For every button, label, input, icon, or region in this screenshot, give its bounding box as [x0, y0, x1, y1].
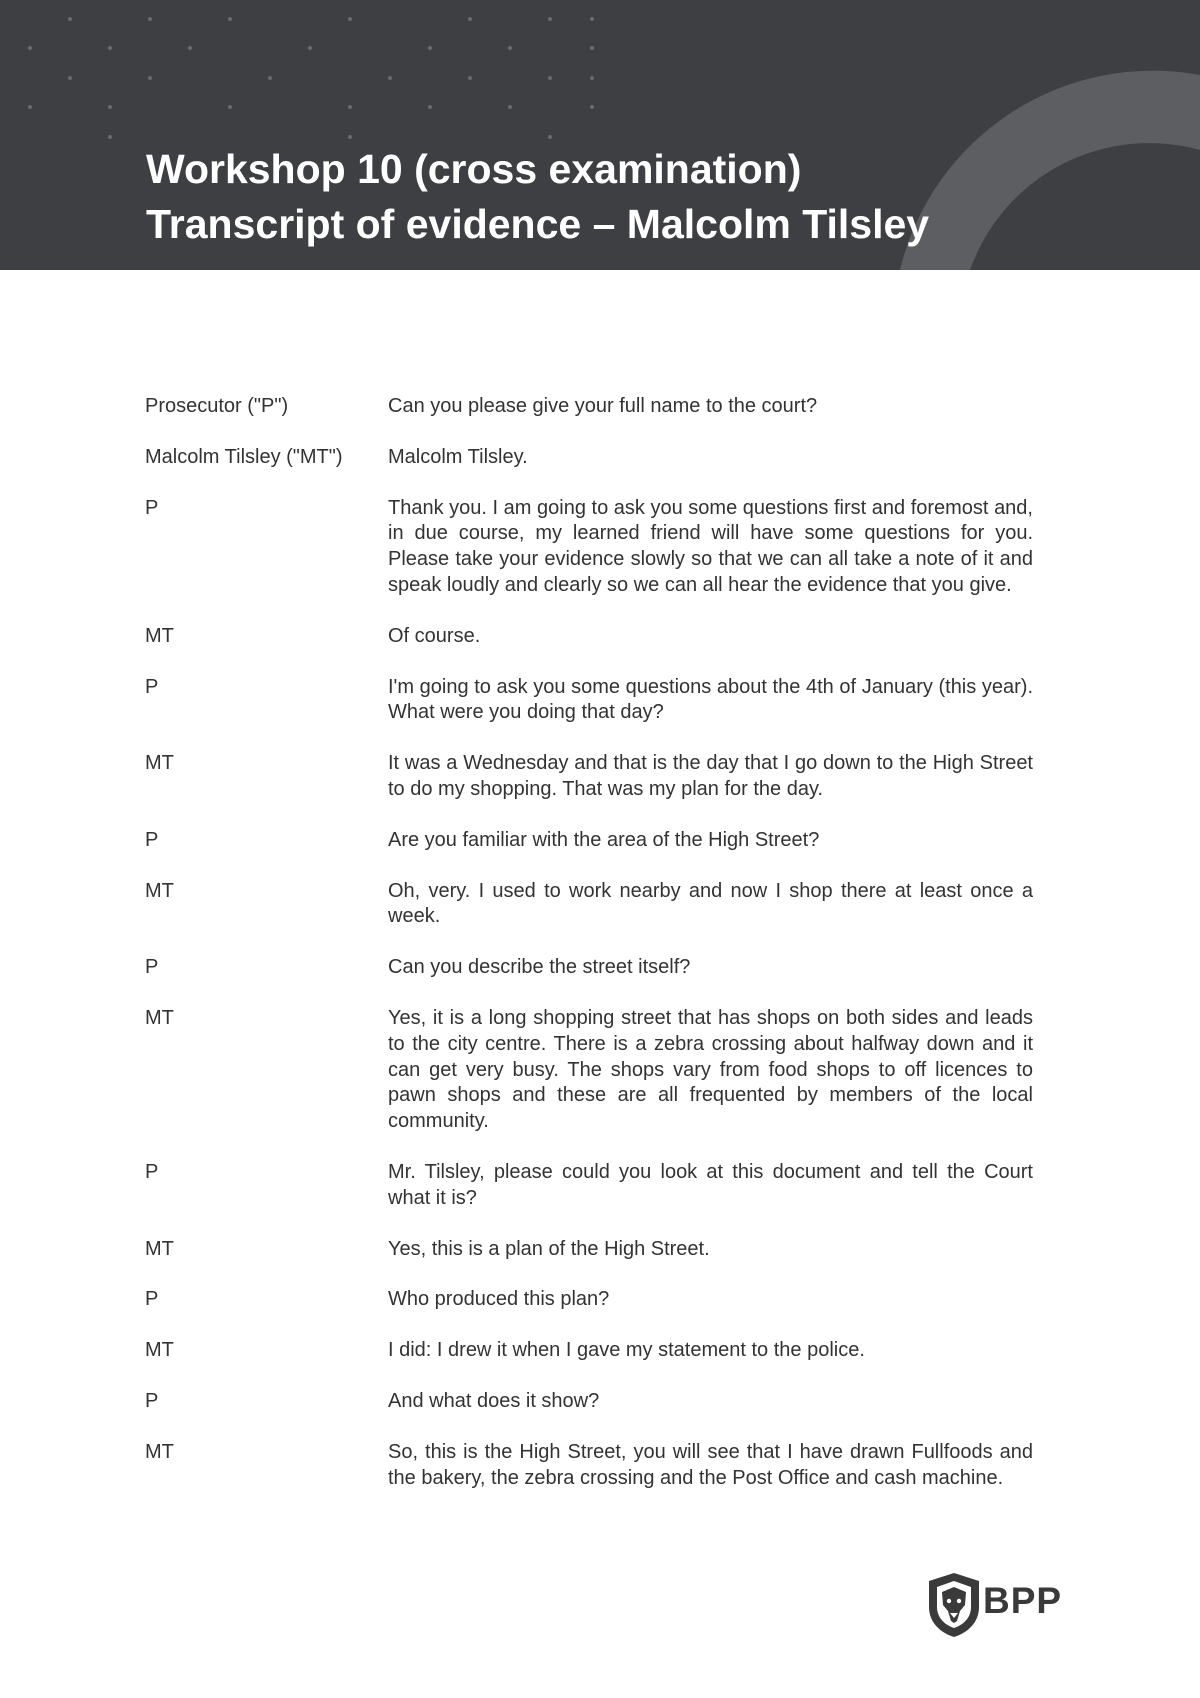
- speaker-label: MT: [145, 1006, 174, 1029]
- transcript-row: [145, 879, 1033, 931]
- transcript-row: [145, 1160, 1033, 1212]
- speech-text: I'm going to ask you some questions about the 4th of January (this year). What were you doing that day?: [388, 675, 1033, 724]
- speaker-label: P: [145, 675, 159, 698]
- transcript-row: [145, 1287, 1033, 1313]
- speech-text: It was a Wednesday and that is the day that I go down to the High Street to do my shopping. That was my plan for the day.: [388, 752, 1033, 800]
- title-line-1: Workshop 10 (cross examination): [146, 146, 802, 192]
- speech-text: Yes, this is a plan of the High Street.: [388, 1237, 710, 1260]
- logo-wordmark: BPP: [983, 1580, 1063, 1621]
- speaker-label: MT: [145, 752, 174, 775]
- speaker-label: MT: [145, 1440, 174, 1463]
- speaker-label: P: [145, 1160, 159, 1183]
- transcript-row: [145, 394, 1033, 420]
- bpp-logo: [924, 1571, 1063, 1639]
- speaker-label: P: [145, 1389, 159, 1412]
- header-banner: [0, 0, 1200, 270]
- speech-text: Thank you. I am going to ask you some questions first and foremost and, in due course, my learned friend will have some questions for you. Please take your evidence slowly so that we can all take a note of it and speak loudly and clearly so we can all hear the evidence that you give.: [388, 496, 1033, 596]
- dot-pattern: [0, 0, 620, 150]
- speaker-label: P: [145, 1288, 159, 1311]
- speaker-label: MT: [145, 879, 174, 902]
- speech-text: Of course.: [388, 624, 481, 647]
- speaker-label: P: [145, 496, 159, 519]
- speech-text: So, this is the High Street, you will see that I have drawn Fullfoods and the bakery, the zebra crossing and the Post Office and cash machine.: [388, 1440, 1033, 1489]
- transcript-row: [145, 955, 1033, 981]
- transcript-row: [145, 445, 1033, 471]
- transcript: [145, 394, 1033, 1491]
- speech-text: Are you familiar with the area of the High Street?: [388, 828, 820, 851]
- speech-text: Mr. Tilsley, please could you look at this document and tell the Court what it is?: [388, 1160, 1033, 1209]
- transcript-row: [145, 1389, 1033, 1415]
- transcript-row: [145, 828, 1033, 854]
- speech-text: Can you describe the street itself?: [388, 956, 691, 979]
- speaker-label: P: [145, 828, 159, 851]
- speaker-label: Prosecutor ("P"): [145, 395, 289, 417]
- speaker-label: MT: [145, 624, 174, 647]
- speech-text: And what does it show?: [388, 1389, 600, 1412]
- speaker-label: MT: [145, 1237, 174, 1260]
- speaker-label: P: [145, 956, 159, 979]
- speech-text: Oh, very. I used to work nearby and now I shop there at least once a week.: [388, 879, 1033, 928]
- transcript-row: [145, 496, 1033, 599]
- transcript-row: [145, 751, 1033, 803]
- speech-text: Who produced this plan?: [388, 1288, 610, 1311]
- title-line-2: Transcript of evidence – Malcolm Tilsley: [146, 201, 930, 247]
- transcript-row: [145, 1440, 1033, 1492]
- transcript-row: [145, 675, 1033, 727]
- transcript-row: [145, 1006, 1033, 1135]
- transcript-row: [145, 624, 1033, 650]
- speech-text: Malcolm Tilsley.: [388, 445, 528, 468]
- speaker-label: Malcolm Tilsley ("MT"): [145, 445, 343, 468]
- speech-text: Yes, it is a long shopping street that has shops on both sides and leads to the city centre. There is a zebra crossing about halfway down and it can get very busy. The shops vary from food shops to off licences to pawn shops and these are all frequented by members of the local community.: [388, 1006, 1033, 1133]
- speech-text: I did: I drew it when I gave my statement to the police.: [388, 1339, 865, 1362]
- transcript-row: [145, 1237, 1033, 1263]
- speaker-label: MT: [145, 1339, 174, 1362]
- speech-text: Can you please give your full name to the court?: [388, 395, 818, 417]
- transcript-row: [145, 1338, 1033, 1364]
- lion-shield-icon: [924, 1571, 984, 1639]
- page-title: [146, 142, 929, 252]
